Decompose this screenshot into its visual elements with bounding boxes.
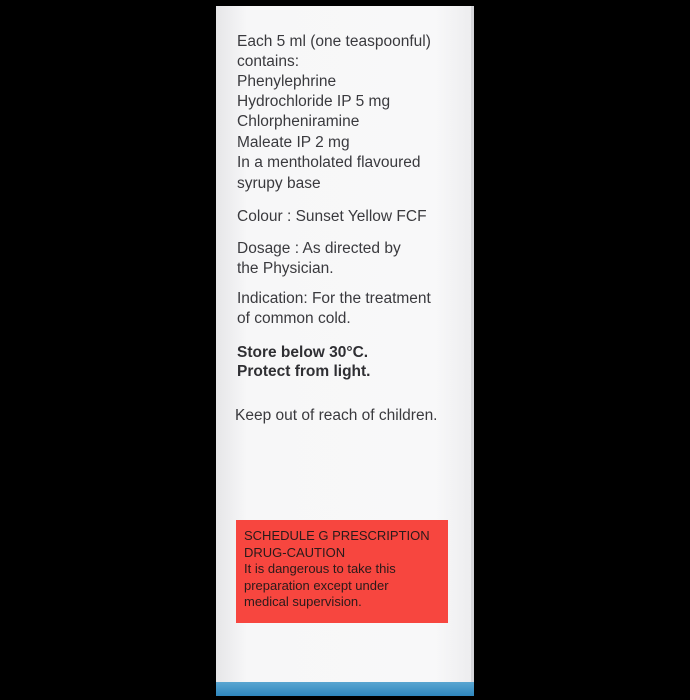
medicine-carton-panel (216, 6, 474, 696)
composition-line: Each 5 ml (one teaspoonful) (237, 33, 431, 50)
blue-stripe (216, 682, 474, 696)
colour-text: Colour : Sunset Yellow FCF (237, 208, 427, 225)
composition-line: Maleate IP 2 mg (237, 134, 350, 151)
caution-title-line: DRUG-CAUTION (244, 544, 346, 560)
composition-line: syrupy base (237, 175, 321, 192)
caution-title-line: SCHEDULE G PRESCRIPTION (244, 528, 430, 543)
caution-body-line: preparation except under (244, 577, 389, 593)
storage-line: Store below 30°C. (237, 344, 369, 361)
composition-line: contains: (237, 53, 300, 70)
caution-body-line: It is dangerous to take this (244, 561, 396, 576)
dosage-line: Dosage : As directed by (237, 240, 401, 257)
schedule-g-caution-box (236, 520, 448, 623)
indication-line: of common cold. (237, 310, 351, 327)
carton-edge (471, 6, 474, 696)
composition-line: Phenylephrine (237, 73, 337, 90)
storage-line: Protect from light. (237, 363, 371, 380)
composition-line: Chlorpheniramine (237, 113, 360, 130)
children-warning: Keep out of reach of children. (235, 407, 438, 424)
dosage-line: the Physician. (237, 260, 334, 277)
caution-body-line: medical supervision. (244, 594, 362, 609)
composition-line: In a mentholated flavoured (237, 154, 421, 171)
indication-line: Indication: For the treatment (237, 290, 431, 307)
composition-line: Hydrochloride IP 5 mg (237, 93, 391, 110)
